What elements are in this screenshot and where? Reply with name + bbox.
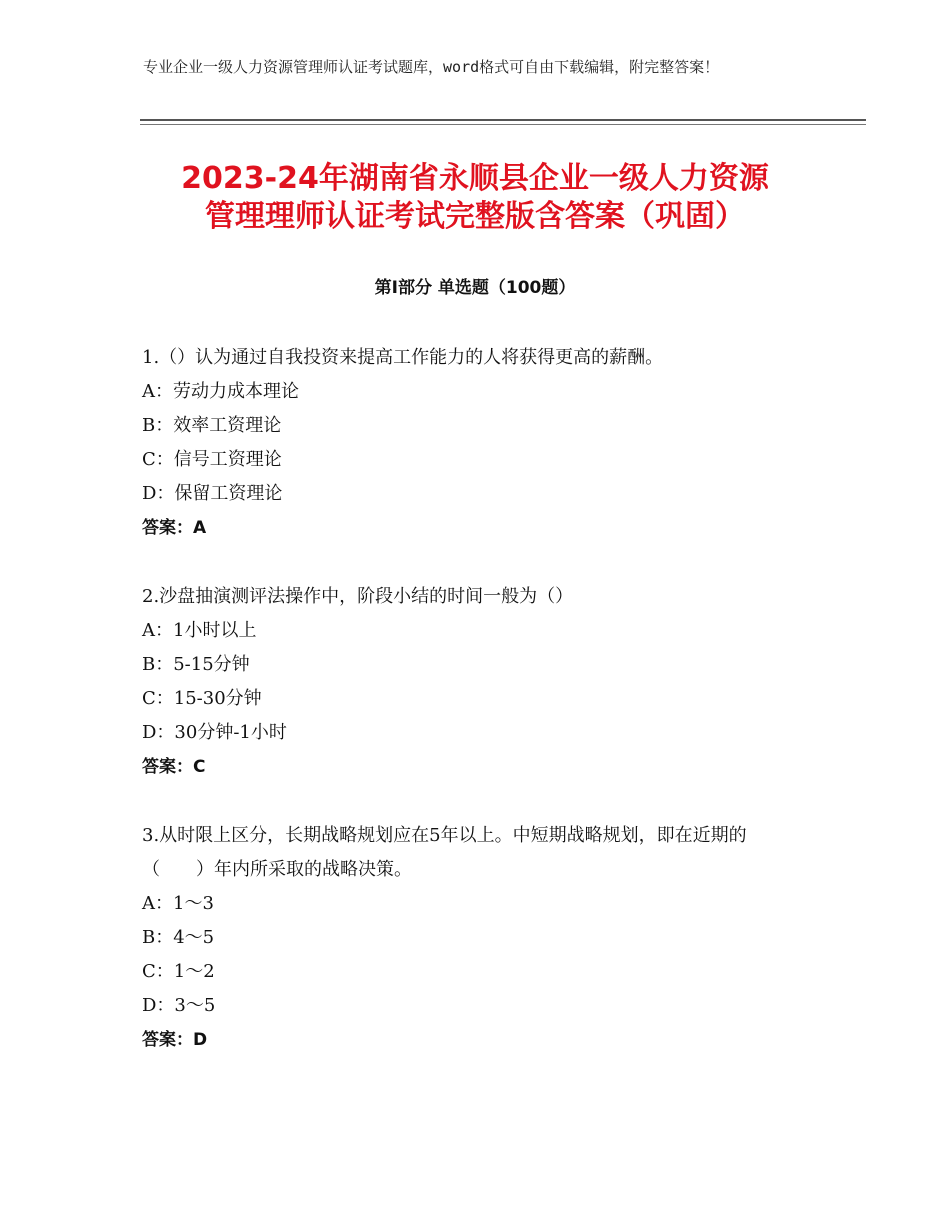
option-d: D：保留工资理论 xyxy=(142,483,283,504)
question-stem: 1.（）认为通过自我投资来提高工作能力的人将获得更高的薪酬。 xyxy=(142,347,664,368)
option-c: C：15-30分钟 xyxy=(142,688,262,709)
answer: 答案：C xyxy=(142,757,206,777)
option-a: A：劳动力成本理论 xyxy=(142,381,299,402)
header-divider-thin xyxy=(140,124,866,125)
question-3 xyxy=(142,819,822,1057)
option-b: B：4～5 xyxy=(142,927,215,948)
question-stem: 3.从时限上区分，长期战略规划应在5年以上。中短期战略规划，即在近期的（ ）年内所采取的战略决策。 xyxy=(142,825,747,880)
title-line-2: 管理理师认证考试完整版含答案（巩固） xyxy=(205,199,745,234)
question-2 xyxy=(142,580,822,784)
option-b: B：效率工资理论 xyxy=(142,415,282,436)
title-line-1: 2023-24年湖南省永顺县企业一级人力资源 xyxy=(181,161,769,196)
option-c: C：信号工资理论 xyxy=(142,449,282,470)
answer: 答案：A xyxy=(142,518,207,538)
option-d: D：30分钟-1小时 xyxy=(142,722,287,743)
header-note: 专业企业一级人力资源管理师认证考试题库，word格式可自由下载编辑，附完整答案！ xyxy=(143,58,720,76)
question-stem: 2.沙盘抽演测评法操作中，阶段小结的时间一般为（） xyxy=(142,586,574,607)
answer: 答案：D xyxy=(142,1030,208,1050)
option-d: D：3～5 xyxy=(142,995,216,1016)
option-c: C：1～2 xyxy=(142,961,215,982)
option-a: A：1～3 xyxy=(142,893,214,914)
section-title: 第I部分 单选题（100题） xyxy=(374,278,576,298)
option-b: B：5-15分钟 xyxy=(142,654,250,675)
header-divider-thick xyxy=(140,119,866,121)
option-a: A：1小时以上 xyxy=(142,620,257,641)
question-1 xyxy=(142,341,822,545)
document-title xyxy=(120,160,830,236)
